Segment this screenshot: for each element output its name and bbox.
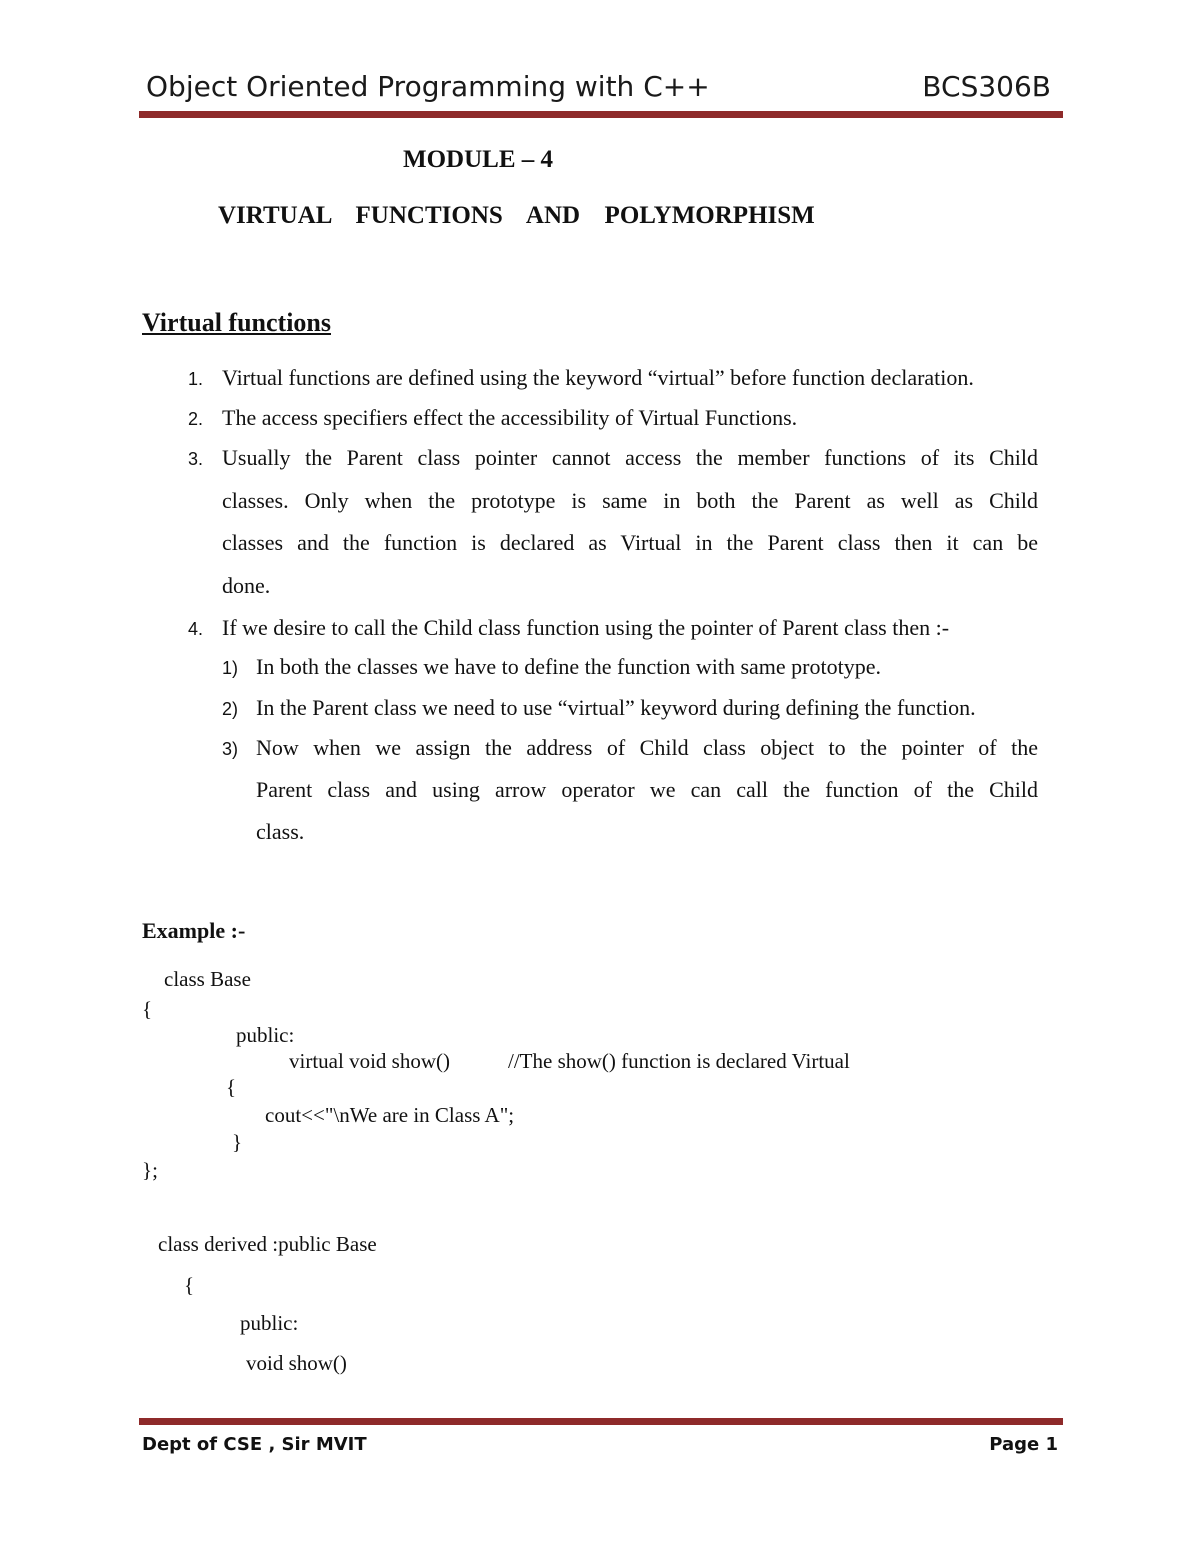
list-item-text: done.: [222, 573, 271, 598]
chapter-title: VIRTUAL FUNCTIONS AND POLYMORPHISM: [218, 202, 815, 229]
sublist-item-text: In both the classes we have to define the function with same prototype.: [256, 654, 881, 679]
code-line: public:: [240, 1311, 299, 1335]
course-code: BCS306B: [922, 70, 1051, 103]
list-number: 1.: [188, 369, 204, 389]
list-item-text: Virtual functions are defined using the keyword “virtual” before function declaration.: [222, 365, 974, 390]
footer-department: Dept of CSE , Sir MVIT: [142, 1434, 367, 1455]
list-item-text: If we desire to call the Child class function using the pointer of Parent class then :-: [222, 615, 950, 640]
sublist-item-text: In the Parent class we need to use “virtual” keyword during defining the function.: [256, 695, 976, 720]
list-number: 4.: [188, 619, 204, 639]
code-line: public:: [236, 1023, 295, 1047]
list-item-text: The access specifiers effect the accessibility of Virtual Functions.: [222, 405, 798, 430]
code-line: void show(): [246, 1351, 347, 1375]
list-item-text: classes and the function is declared as Virtual in the Parent class then it can be: [222, 530, 1038, 555]
sublist-number: 1): [222, 658, 239, 678]
sublist-number: 3): [222, 739, 239, 759]
header-title: Object Oriented Programming with C++: [146, 70, 710, 103]
list-number: 2.: [188, 409, 204, 429]
list-item-text: Usually the Parent class pointer cannot access the member functions of its Child: [222, 445, 1038, 470]
code-line: cout<<"\nWe are in Class A";: [265, 1103, 515, 1127]
list-item-text: classes. Only when the prototype is same in both the Parent as well as Child: [222, 488, 1038, 513]
section-heading: Virtual functions: [142, 308, 331, 337]
example-label: Example :-: [142, 918, 246, 943]
footer-rule: [139, 1418, 1063, 1425]
sublist-item-text: Parent class and using arrow operator we can call the function of the Child: [256, 777, 1038, 802]
list-number: 3.: [188, 449, 204, 469]
code-line: }: [232, 1130, 243, 1154]
code-line: {: [142, 997, 153, 1021]
code-comment: //The show() function is declared Virtual: [508, 1049, 850, 1073]
sublist-item-text: class.: [256, 819, 305, 844]
code-line: };: [142, 1158, 158, 1182]
code-line: {: [226, 1075, 237, 1099]
module-title: MODULE – 4: [403, 146, 553, 173]
code-line: class Base: [164, 967, 251, 991]
header-rule: [139, 111, 1063, 118]
sublist-number: 2): [222, 699, 239, 719]
code-line: {: [184, 1273, 195, 1297]
code-line: class derived :public Base: [158, 1232, 377, 1256]
page-number: Page 1: [989, 1434, 1058, 1455]
sublist-item-text: Now when we assign the address of Child class object to the pointer of the: [256, 735, 1038, 760]
code-line: virtual void show(): [289, 1049, 450, 1073]
